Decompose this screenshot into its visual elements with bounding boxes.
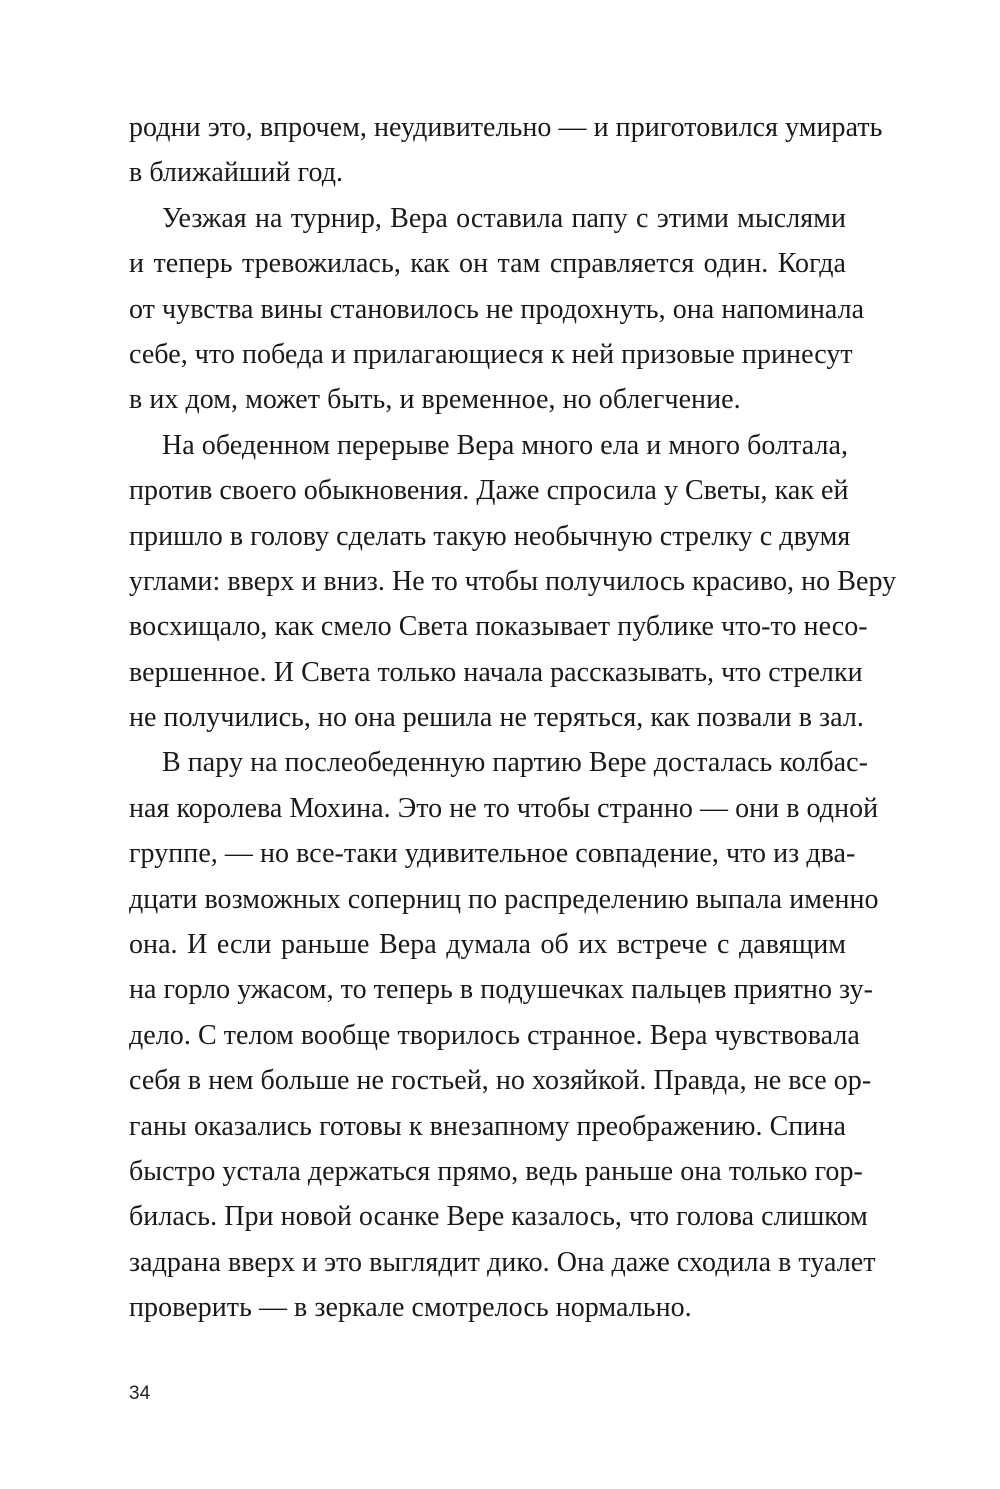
paragraph-3 bbox=[129, 423, 897, 741]
text-line: ная королева Мохина. Это не то чтобы странно — они в одной bbox=[129, 792, 879, 824]
text-line: билась. При новой осанке Вере казалось, что голова слишком bbox=[129, 1201, 868, 1233]
text-line: быстро устала держаться прямо, ведь раньше она только гор- bbox=[129, 1155, 863, 1187]
text-line: дцати возможных соперниц по распределению выпала именно bbox=[129, 883, 879, 915]
text-line: и теперь тревожилась, как он там справляется один. Когда bbox=[129, 248, 846, 280]
paragraph-4 bbox=[129, 740, 879, 1330]
text-line: родни это, впрочем, неудивительно — и приготовился умирать bbox=[129, 112, 883, 143]
text-line: На обеденном перерыве Вера много ела и много болтала, bbox=[162, 429, 849, 461]
text-line: в их дом, может быть, и временное, но облегчение. bbox=[129, 384, 741, 416]
page-number: 34 bbox=[129, 1383, 151, 1404]
text-line: не получились, но она решила не теряться, как позвали в зал. bbox=[129, 702, 864, 734]
text-line: углами: вверх и вниз. Не то чтобы получилось красиво, но Веру bbox=[129, 565, 897, 597]
text-line: она. И если раньше Вера думала об их встрече с давящим bbox=[129, 929, 846, 961]
page-body bbox=[129, 105, 897, 1331]
text-line: от чувства вины становилось не продохнуть, она напоминала bbox=[129, 293, 865, 325]
paragraph-2 bbox=[129, 196, 865, 423]
text-line: ганы оказались готовы к внезапному преображению. Спина bbox=[129, 1110, 846, 1142]
text-line: против своего обыкновения. Даже спросила у Светы, как ей bbox=[129, 475, 849, 507]
text-line: на горло ужасом, то теперь в подушечках пальцев приятно зу- bbox=[129, 974, 874, 1006]
text-line: себя в нем больше не гостьей, но хозяйкой. Правда, не все ор- bbox=[129, 1065, 872, 1097]
text-line: В пару на послеобеденную партию Вере досталась колбас- bbox=[162, 747, 868, 779]
text-line: проверить — в зеркале смотрелось нормально. bbox=[129, 1292, 692, 1324]
paragraph-1 bbox=[129, 105, 883, 196]
text-line: Уезжая на турнир, Вера оставила папу с этими мыслями bbox=[162, 202, 846, 234]
text-line: себе, что победа и прилагающиеся к ней призовые принесут bbox=[129, 338, 853, 370]
text-line: группе, — но все-таки удивительное совпадение, что из два- bbox=[129, 838, 856, 870]
text-line: восхищало, как смело Света показывает публике что-то несо- bbox=[129, 611, 868, 643]
text-line: задрана вверх и это выглядит дико. Она даже сходила в туалет bbox=[129, 1246, 876, 1278]
text-line: в ближайший год. bbox=[129, 157, 344, 189]
text-line: пришло в голову сделать такую необычную стрелку с двумя bbox=[129, 520, 851, 552]
text-line: вершенное. И Света только начала рассказывать, что стрелки bbox=[129, 656, 863, 688]
text-line: дело. С телом вообще творилось странное. Вера чувствовала bbox=[129, 1019, 860, 1051]
